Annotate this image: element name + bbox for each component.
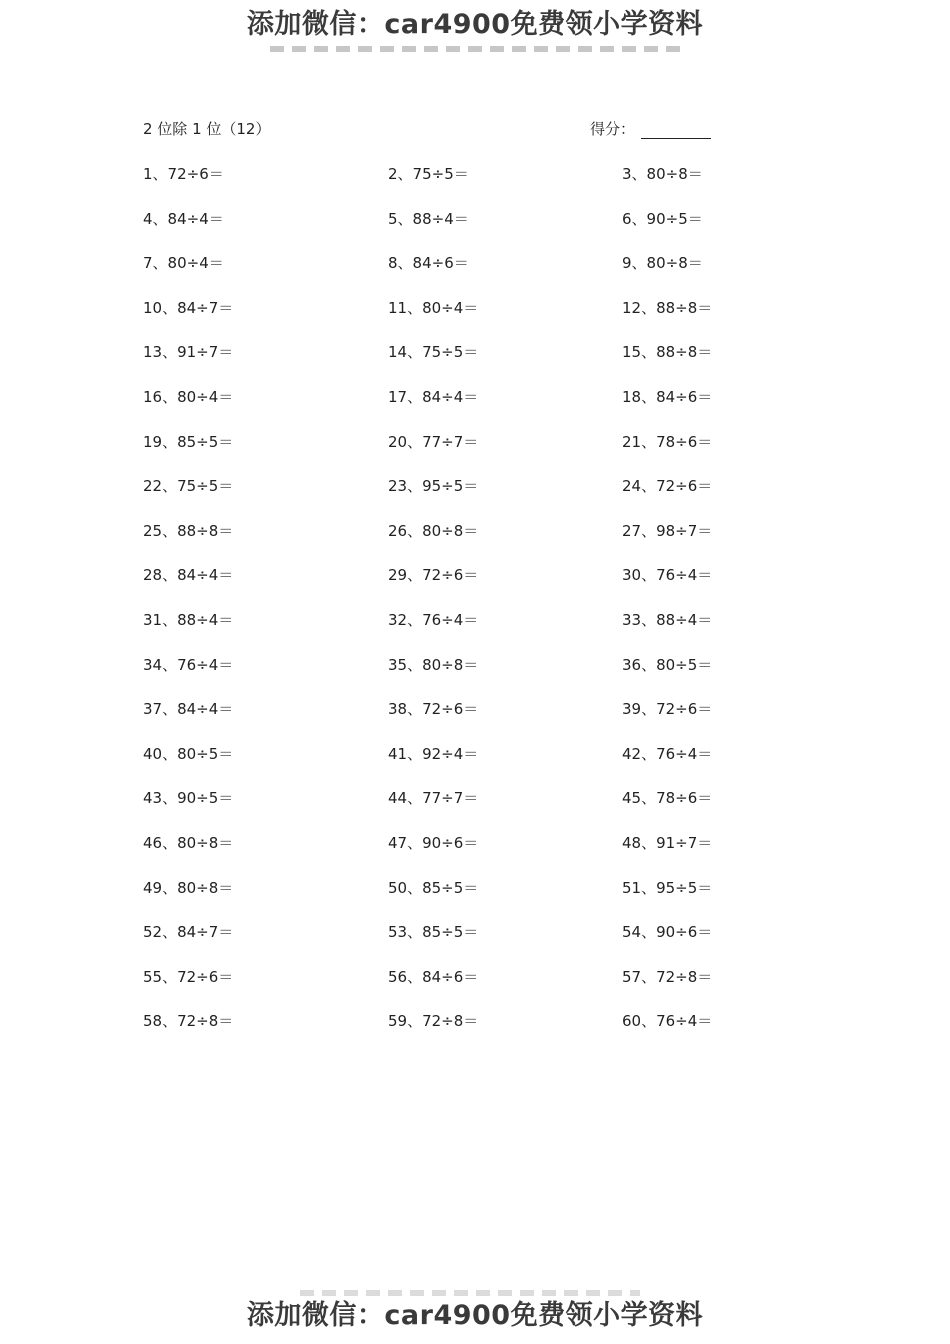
problem-item: 17、84÷4＝ [388, 387, 479, 406]
score-field [590, 118, 711, 139]
problem-item: 26、80÷8＝ [388, 521, 479, 540]
problem-item: 8、84÷6＝ [388, 254, 469, 273]
problem-row [143, 252, 783, 297]
problem-item: 39、72÷6＝ [622, 700, 713, 719]
watermark-bottom: 添加微信：car4900免费领小学资料 [246, 1300, 704, 1331]
problem-row [143, 787, 783, 832]
problem-item: 10、84÷7＝ [143, 298, 234, 317]
problem-item: 27、98÷7＝ [622, 521, 713, 540]
problem-item: 47、90÷6＝ [388, 833, 479, 852]
problem-item: 58、72÷8＝ [143, 1012, 234, 1031]
problem-item: 25、88÷8＝ [143, 521, 234, 540]
problem-item: 4、84÷4＝ [143, 209, 224, 228]
problem-item: 32、76÷4＝ [388, 610, 479, 629]
problem-item: 37、84÷4＝ [143, 700, 234, 719]
problem-item: 6、90÷5＝ [622, 209, 703, 228]
problem-row [143, 208, 783, 253]
problem-item: 44、77÷7＝ [388, 789, 479, 808]
problem-item: 20、77÷7＝ [388, 432, 479, 451]
problem-item: 48、91÷7＝ [622, 833, 713, 852]
problem-item: 45、78÷6＝ [622, 789, 713, 808]
problem-row [143, 386, 783, 431]
problem-item: 22、75÷5＝ [143, 477, 234, 496]
problem-item: 60、76÷4＝ [622, 1012, 713, 1031]
problem-row [143, 921, 783, 966]
problem-item: 31、88÷4＝ [143, 610, 234, 629]
problem-item: 46、80÷8＝ [143, 833, 234, 852]
problem-item: 15、88÷8＝ [622, 343, 713, 362]
problem-item: 29、72÷6＝ [388, 566, 479, 585]
problem-item: 21、78÷6＝ [622, 432, 713, 451]
problem-row [143, 654, 783, 699]
watermark-top: 添加微信：car4900免费领小学资料 [246, 9, 704, 40]
problem-row [143, 475, 783, 520]
score-blank-line[interactable] [641, 122, 711, 139]
problem-row [143, 877, 783, 922]
problem-row [143, 341, 783, 386]
problem-item: 11、80÷4＝ [388, 298, 479, 317]
problem-item: 23、95÷5＝ [388, 477, 479, 496]
problem-item: 36、80÷5＝ [622, 655, 713, 674]
problem-row [143, 431, 783, 476]
problem-item: 35、80÷8＝ [388, 655, 479, 674]
problem-item: 57、72÷8＝ [622, 967, 713, 986]
problem-item: 53、85÷5＝ [388, 923, 479, 942]
problem-item: 33、88÷4＝ [622, 610, 713, 629]
faded-footer-text [300, 1290, 640, 1296]
problem-item: 19、85÷5＝ [143, 432, 234, 451]
problem-item: 18、84÷6＝ [622, 387, 713, 406]
problem-item: 7、80÷4＝ [143, 254, 224, 273]
problem-row [143, 564, 783, 609]
problem-item: 52、84÷7＝ [143, 923, 234, 942]
problem-item: 24、72÷6＝ [622, 477, 713, 496]
problem-item: 16、80÷4＝ [143, 387, 234, 406]
problem-item: 56、84÷6＝ [388, 967, 479, 986]
problem-item: 9、80÷8＝ [622, 254, 703, 273]
worksheet-header [143, 118, 723, 140]
problem-item: 38、72÷6＝ [388, 700, 479, 719]
problem-item: 12、88÷8＝ [622, 298, 713, 317]
problem-item: 51、95÷5＝ [622, 878, 713, 897]
problem-item: 3、80÷8＝ [622, 165, 703, 183]
faded-header-text [270, 46, 680, 52]
problem-item: 30、76÷4＝ [622, 566, 713, 585]
problem-row [143, 609, 783, 654]
problem-row [143, 743, 783, 788]
problem-item: 14、75÷5＝ [388, 343, 479, 362]
problem-grid [143, 163, 783, 1055]
problem-row [143, 163, 783, 208]
problem-item: 5、88÷4＝ [388, 209, 469, 228]
problem-row [143, 698, 783, 743]
problem-row [143, 966, 783, 1011]
problem-item: 54、90÷6＝ [622, 923, 713, 942]
problem-item: 43、90÷5＝ [143, 789, 234, 808]
problem-row [143, 520, 783, 565]
problem-row [143, 297, 783, 342]
problem-item: 40、80÷5＝ [143, 744, 234, 763]
problem-item: 59、72÷8＝ [388, 1012, 479, 1031]
problem-row [143, 832, 783, 877]
score-label: 得分： [590, 120, 636, 138]
problem-item: 42、76÷4＝ [622, 744, 713, 763]
problem-item: 2、75÷5＝ [388, 165, 469, 183]
problem-item: 13、91÷7＝ [143, 343, 234, 362]
problem-item: 50、85÷5＝ [388, 878, 479, 897]
problem-item: 55、72÷6＝ [143, 967, 234, 986]
problem-row [143, 1010, 783, 1055]
problem-item: 49、80÷8＝ [143, 878, 234, 897]
problem-item: 34、76÷4＝ [143, 655, 234, 674]
worksheet-title: 2 位除 1 位（12） [143, 120, 271, 138]
problem-item: 1、72÷6＝ [143, 165, 224, 183]
problem-item: 28、84÷4＝ [143, 566, 234, 585]
problem-item: 41、92÷4＝ [388, 744, 479, 763]
